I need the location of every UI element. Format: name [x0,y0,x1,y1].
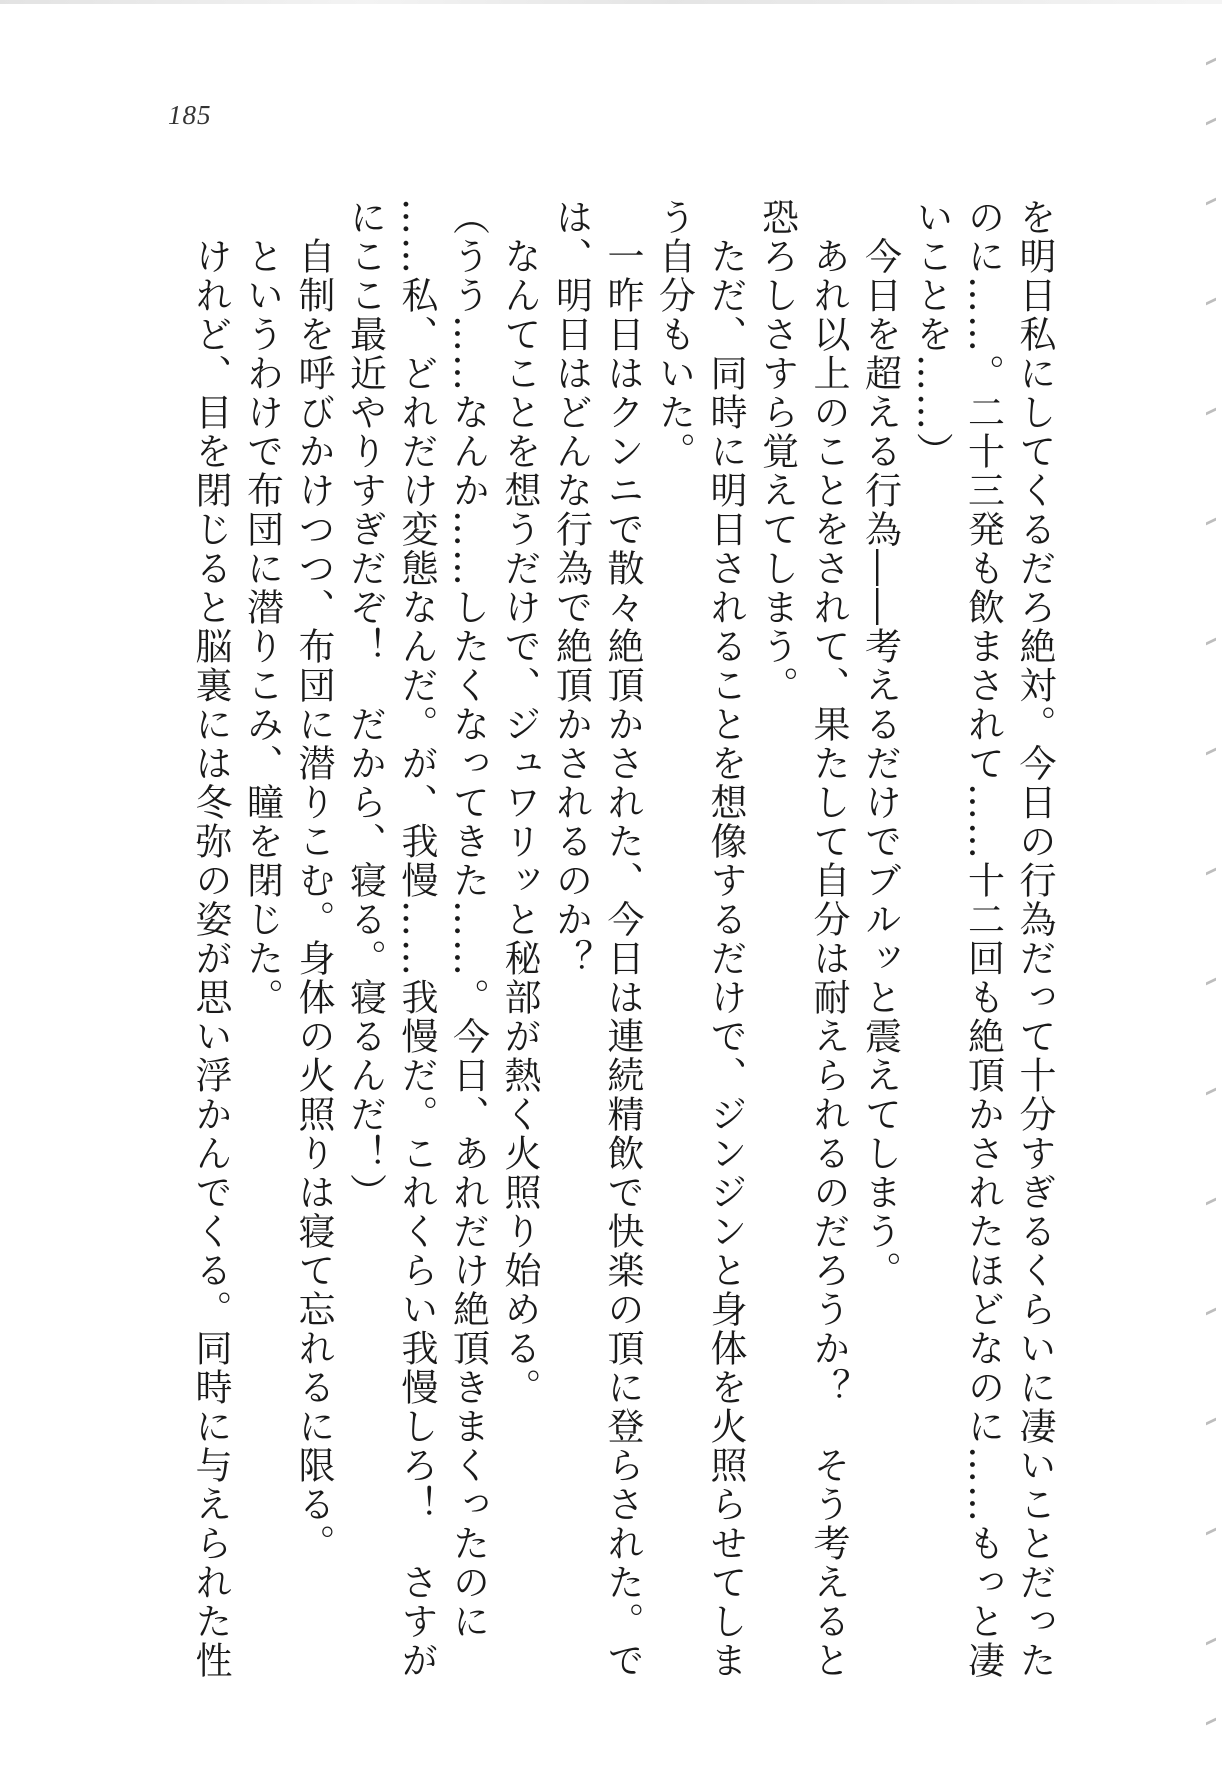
page-top-edge [0,0,1222,4]
edge-mark [1206,298,1216,306]
edge-mark [1206,978,1216,986]
paragraph: というわけで布団に潜りこみ、瞳を閉じた。 [240,198,284,1017]
edge-mark [1206,1638,1216,1646]
paragraph: 今日を超える行為――考えるだけでブルッと震えてしまう。 [858,198,902,1290]
edge-mark [1206,408,1216,416]
paragraph: を明日私にしてくるだろ絶対。今日の行為だって十分すぎるくらいに凄いことだった のに……。二十三発も飲まされて……十二回も絶頂かされたほどなのに……もっと凄 いことを……） [910,198,1056,1680]
edge-mark [1206,1308,1216,1316]
page-edge-marks [1192,0,1222,1765]
edge-mark [1206,748,1216,756]
paragraph: （うう……なんか……したくなってきた……。今日、あれだけ絶頂きまくったのに ……私、どれだけ変態なんだ。が、我慢……我慢だ。これくらい我慢しろ！ さすが にここ最近やりすぎだぞ！ だから、寝る。寝るんだ！） [343,198,490,1680]
edge-mark [1206,868,1216,876]
edge-mark [1206,1198,1216,1206]
edge-mark [1206,198,1216,206]
paragraph: あれ以上のことをされて、果たして自分は耐えられるのだろうか？ そう考えると 恐ろしさすら覚えてしまう。 [755,198,850,1680]
edge-mark [1206,1418,1216,1426]
paragraph: 自制を呼びかけつつ、布団に潜りこむ。身体の火照りは寝て忘れるに限る。 [292,198,335,1563]
edge-mark [1206,1528,1216,1536]
paragraph: 一昨日はクンニで散々絶頂かされた、今日は連続精飲で快楽の頂に登らされた。で は、明日はどんな行為で絶頂かされるのか？ [549,198,644,1680]
edge-mark [1206,518,1216,526]
edge-mark [1206,58,1216,66]
body-text [130,198,1060,1680]
paragraph: けれど、目を閉じると脳裏には冬弥の姿が思い浮かんでくる。同時に与えられた性 [189,198,232,1680]
paragraph: なんてことを想うだけで、ジュワリッと秘部が熱く火照り始める。 [498,198,541,1407]
page-number: 185 [168,100,212,130]
paragraph: ただ、同時に明日されることを想像するだけで、ジンジンと身体を火照らせてしま う自分もいた。 [652,198,747,1680]
edge-mark [1206,118,1216,126]
edge-mark [1206,638,1216,646]
edge-mark [1206,1088,1216,1096]
edge-mark [1206,1718,1216,1726]
